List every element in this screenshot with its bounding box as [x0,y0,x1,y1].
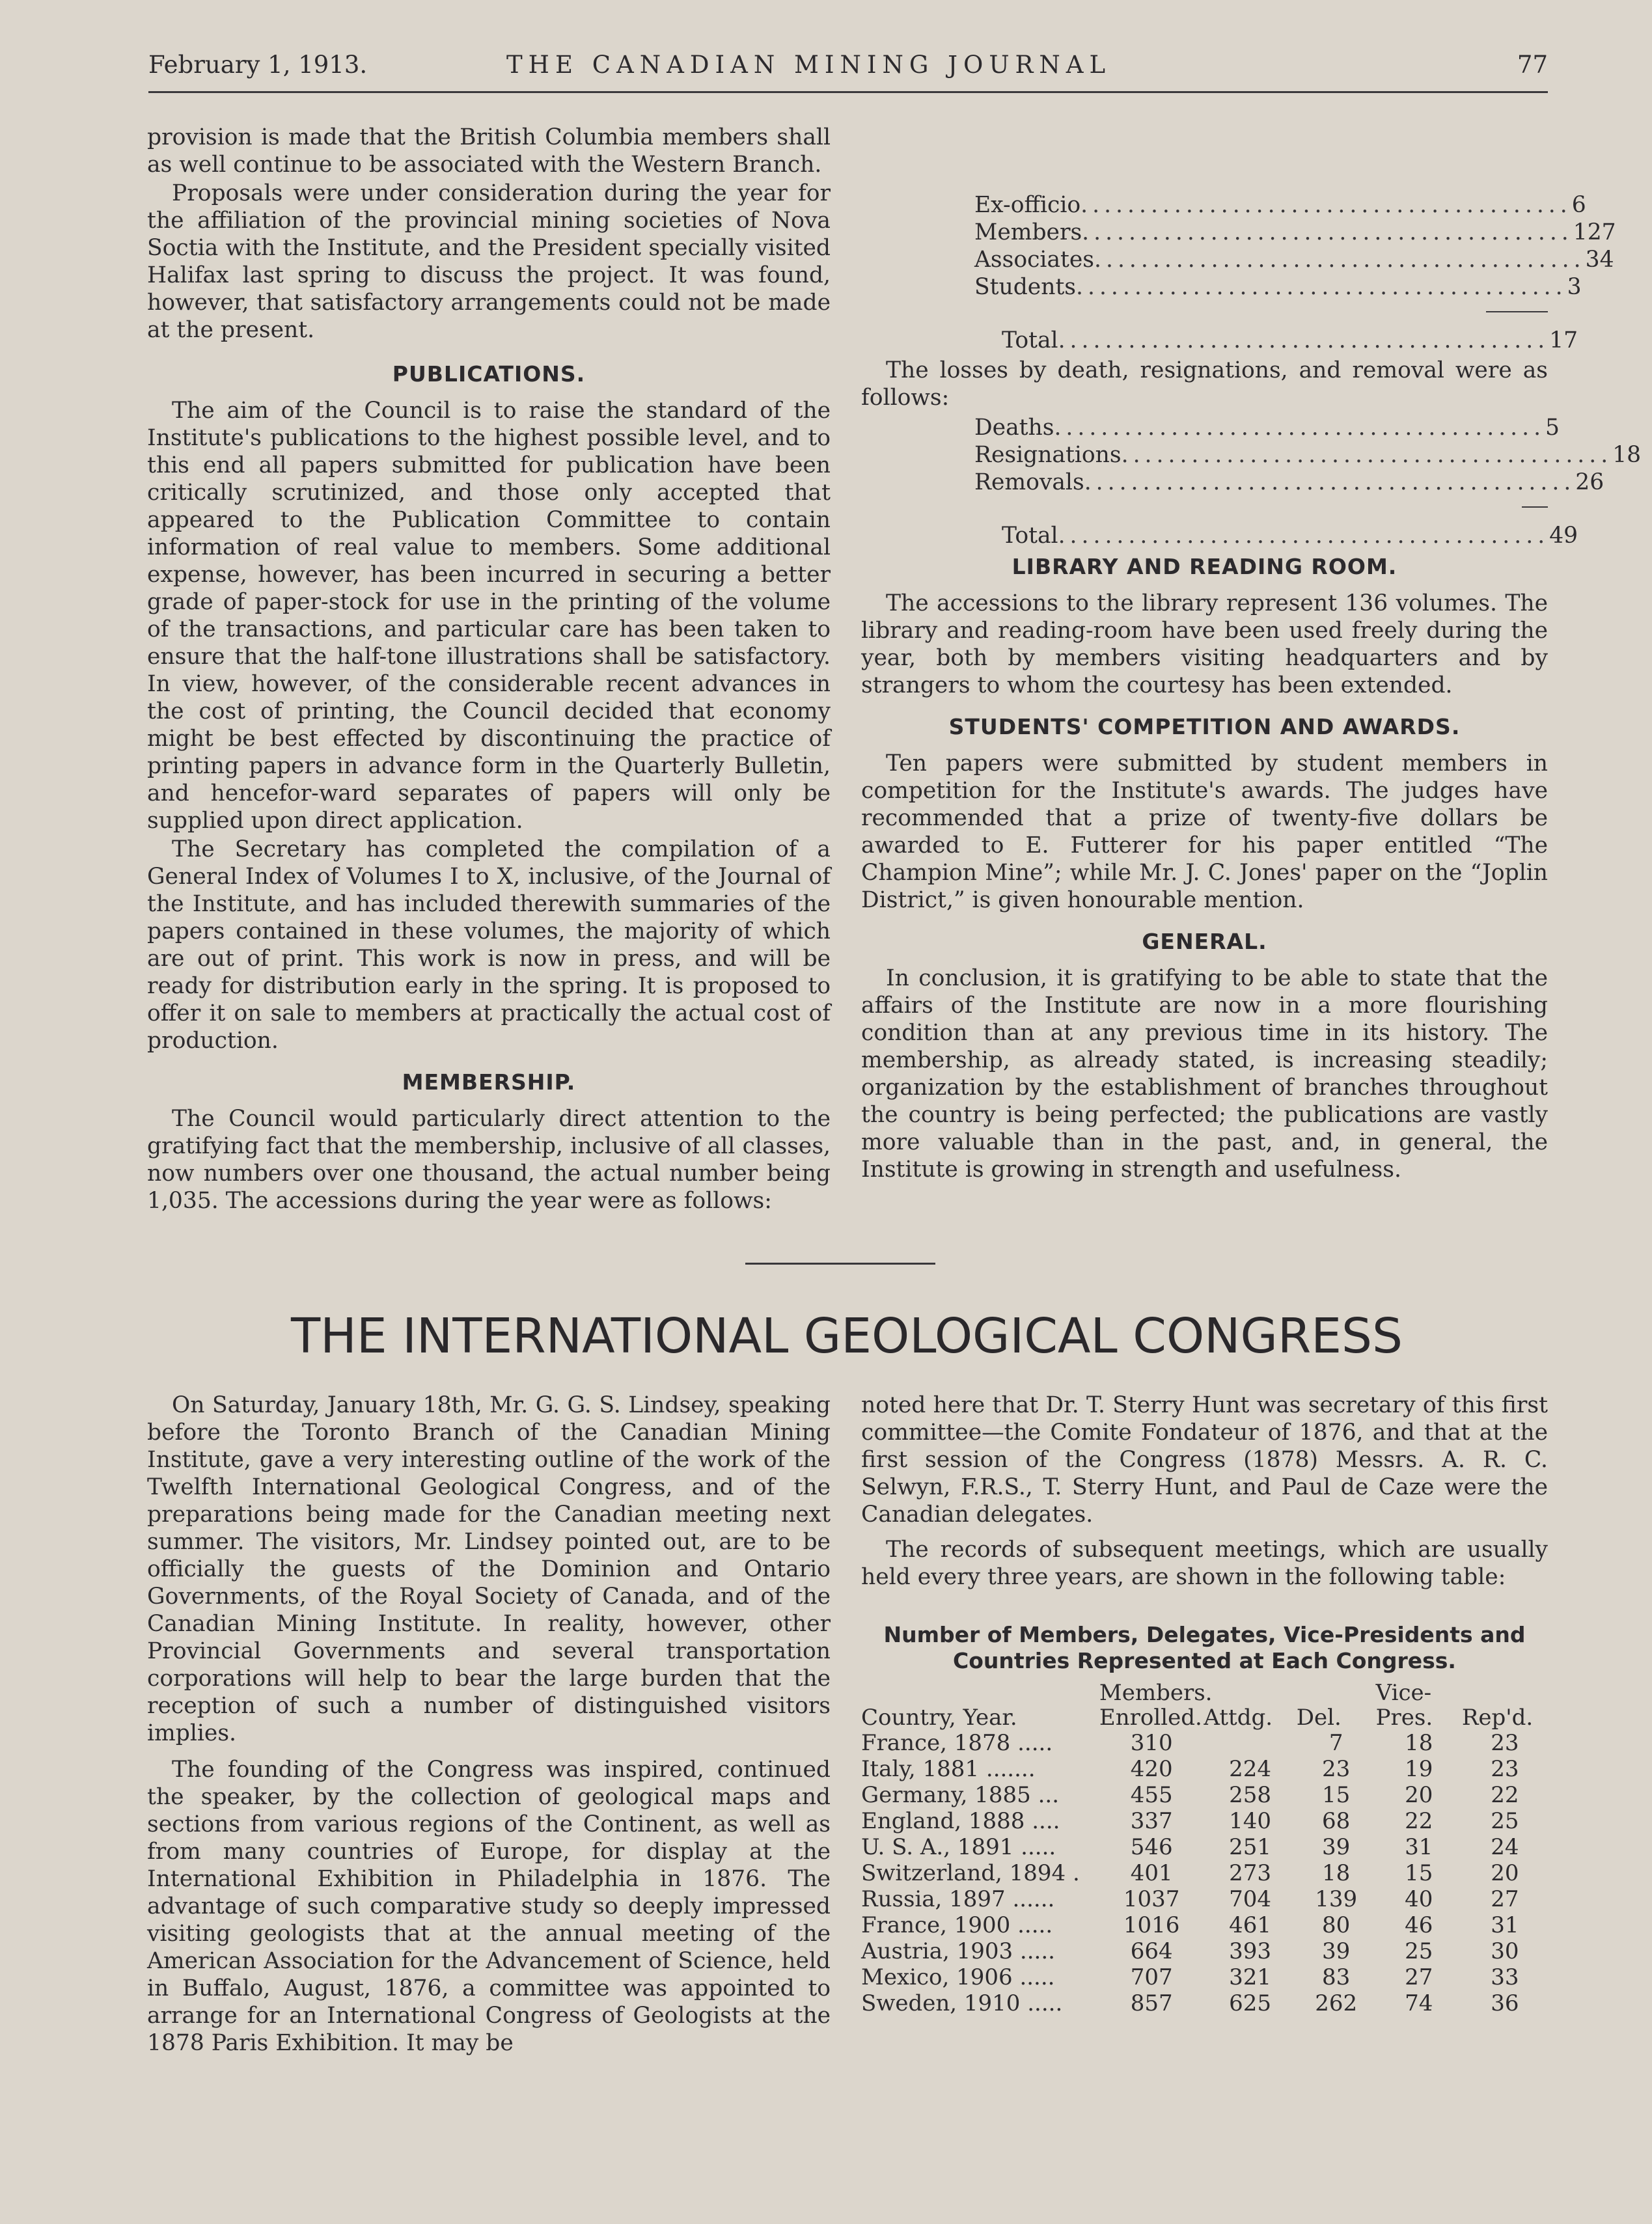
cell-country: Switzerland, 1894 . [861,1860,1080,1886]
stat-value: 6 [1571,192,1586,218]
cell-enrolled: 707 [1130,1964,1173,1990]
general-paragraph: In conclusion, it is gratifying to be able to state that the affairs of the Institute are now in a more flourishing condition than at any previous time in its history. The membership, as already stated, is increasing steadily; organization by the establishment of branches throughout the country is being perfected; the publications are vastly more valuable than in the past, and, in general, the Institute is growing in strength and usefulness. [861,965,1548,1183]
sum-rule [1486,311,1548,312]
cell-repd: 33 [1491,1964,1519,1990]
section-heading-general: GENERAL. [1142,929,1267,954]
cell-country: France, 1878 ..... [861,1730,1053,1756]
article-headline: THE INTERNATIONAL GEOLOGICAL CONGRESS [290,1308,1403,1364]
congress-table [861,1681,1548,2016]
stat-label: Resignations [974,442,1122,468]
stat-value: 49 [1549,523,1578,549]
article-column-left [147,1392,831,2057]
cell-country: Italy, 1881 ....... [861,1756,1036,1782]
table-title [861,1622,1548,1674]
col-header-repd: Rep'd. [1461,1705,1534,1731]
cell-pres: 20 [1405,1782,1433,1808]
cell-del: 39 [1322,1834,1351,1860]
cell-repd: 24 [1491,1834,1519,1860]
publications-paragraph: The aim of the Council is to raise the standard of the Institute's publications to the highest possible level, and to this end all papers submitted for publication have been critically scrutinized, and those only accepted that appeared to the Publication Committee to contain information of real value to members. Some additional expense, however, has been incurred in securing a better grade of paper-stock for use in the printing of the volume of the transactions, and particular care has been taken to ensure that the half-tone illustrations shall be satisfactory. In view, however, of the considerable recent advances in the cost of printing, the Council decided that economy might be best effected by discontinuing the practice of printing papers in advance form in the Quarterly Bulletin, and hencefor-ward separates of papers will only be supplied upon direct application. [147,398,831,834]
table-row [861,1886,1548,1912]
table-header [861,1705,1548,1730]
cell-country: Mexico, 1906 ..... [861,1964,1055,1990]
leader-dots: .......................................... [1054,415,1546,441]
cell-del: 68 [1322,1808,1351,1834]
table-row [861,1834,1548,1860]
cell-pres: 18 [1405,1730,1433,1756]
section-heading-membership: MEMBERSHIP. [402,1069,576,1095]
col-header-del: Del. [1296,1705,1342,1731]
stat-label: Deaths [974,415,1054,441]
leader-dots: .......................................... [1076,274,1567,300]
cell-attdg: 321 [1229,1964,1271,1990]
cell-enrolled: 1037 [1123,1886,1180,1912]
stat-row [861,469,1604,496]
article-paragraph: On Saturday, January 18th, Mr. G. G. S. Lindsey, speaking before the Toronto Branch of the Canadian Mining Institute, gave a very interesting outline of the work of the Twelfth International Geological Congress, and of the preparations being made for the Canadian meeting next summer. The visitors, Mr. Lindsey pointed out, are to be officially the guests of the Dominion and Ontario Governments, of the Royal Society of Canada, and of the Canadian Mining Institute. In reality, however, other Provincial Governments and several transportation corporations will help to bear the large burden that the reception of such a number of distinguished visitors implies. [147,1392,831,1746]
section-heading-library: LIBRARY AND READING ROOM. [1012,554,1397,579]
cell-enrolled: 455 [1130,1782,1173,1808]
stat-value: 18 [1612,442,1642,468]
leader-dots: .......................................... [1094,247,1586,273]
cell-del: 262 [1315,1990,1358,2016]
cell-repd: 36 [1491,1990,1519,2016]
table-row [861,1756,1548,1782]
leader-dots: .......................................... [1121,442,1613,468]
sum-rule [1522,506,1548,508]
cell-del: 7 [1328,1730,1343,1756]
cell-country: Sweden, 1910 ..... [861,1990,1063,2016]
leader-dots: .......................................... [1082,219,1573,245]
cell-country: Germany, 1885 ... [861,1782,1060,1808]
cell-enrolled: 546 [1130,1834,1173,1860]
stat-label: Total [1002,327,1058,353]
running-header [148,46,1548,93]
accessions-list [861,191,1616,354]
table-row [861,1860,1548,1886]
cell-repd: 27 [1491,1886,1519,1912]
table-body [861,1730,1548,2016]
cell-del: 139 [1315,1886,1358,1912]
cell-attdg: 140 [1229,1808,1271,1834]
leader-dots: .......................................... [1058,327,1550,353]
table-row [861,1808,1548,1834]
cell-pres: 40 [1405,1886,1433,1912]
cell-attdg: 393 [1229,1938,1271,1964]
cell-enrolled: 337 [1130,1808,1173,1834]
cell-del: 39 [1322,1938,1351,1964]
cell-enrolled: 1016 [1123,1912,1180,1938]
table-row [861,1912,1548,1938]
stat-value: 5 [1545,415,1560,441]
stat-label: Members [974,219,1082,245]
cell-attdg [1204,1730,1296,1756]
cell-country: Austria, 1903 ..... [861,1938,1055,1964]
stat-row [861,219,1616,246]
cell-repd: 25 [1491,1808,1519,1834]
cell-attdg: 258 [1229,1782,1271,1808]
stat-row [861,414,1560,441]
cell-repd: 22 [1491,1782,1519,1808]
cell-pres: 15 [1405,1860,1433,1886]
journal-title: THE CANADIAN MINING JOURNAL [506,51,1112,79]
table-row [861,1938,1548,1964]
library-paragraph: The accessions to the library represent 136 volumes. The library and reading-room have been used freely during the year, both by members visiting headquarters and by strangers to whom the courtesy has been extended. [861,590,1548,698]
issue-date: February 1, 1913. [148,51,368,79]
cell-pres: 31 [1405,1834,1433,1860]
cell-attdg: 625 [1229,1990,1271,2016]
stat-row-total [861,327,1578,354]
stat-value: 17 [1549,327,1578,353]
cell-pres: 27 [1405,1964,1433,1990]
cell-del: 80 [1322,1912,1351,1938]
group-header-vice: Vice- [1375,1680,1432,1706]
cell-enrolled: 401 [1130,1860,1173,1886]
cell-pres: 25 [1405,1938,1433,1964]
cell-enrolled: 857 [1130,1990,1173,2016]
cell-del: 83 [1322,1964,1351,1990]
stat-row-total [861,522,1578,549]
col-header-pres: Pres. [1375,1705,1433,1731]
table-title-line: Number of Members, Delegates, Vice-Presidents and [883,1622,1526,1647]
leader-dots: .......................................... [1084,469,1576,495]
table-row [861,1990,1548,2016]
report-paragraph: provision is made that the British Columbia members shall as well continue to be associated with the Western Branch. [147,124,831,178]
cell-attdg: 251 [1229,1834,1271,1860]
stat-label: Removals [974,469,1084,495]
leader-dots: .......................................... [1081,192,1572,218]
publications-paragraph: The Secretary has completed the compilation of a General Index of Volumes I to X, inclusive, of the Journal of the Institute, and has included therewith summaries of the papers contained in these volumes, the majority of which are out of print. This work is now in press, and will be ready for distribution early in the spring. It is proposed to offer it on sale to members at practically the actual cost of production. [147,836,831,1054]
cell-del: 23 [1322,1756,1351,1782]
col-header-country: Country, Year. [861,1705,1017,1731]
stat-value: 26 [1575,469,1604,495]
cell-repd: 23 [1491,1730,1519,1756]
cell-repd: 30 [1491,1938,1519,1964]
stat-value: 34 [1585,247,1614,273]
cell-country: England, 1888 .... [861,1808,1060,1834]
page-number: 77 [1517,51,1548,79]
cell-enrolled: 664 [1130,1938,1173,1964]
section-divider [745,1263,935,1265]
section-heading-students: STUDENTS' COMPETITION AND AWARDS. [948,714,1461,739]
stat-row [861,191,1586,219]
stat-row [861,441,1642,469]
cell-attdg: 461 [1229,1912,1271,1938]
report-paragraph: Proposals were under consideration during the year for the affiliation of the provincial mining societies of Nova Soctia with the Institute, and the President specially visited Halifax last spring to discuss the project. It was found, however, that satisfactory arrangements could not be made at the present. [147,180,831,343]
cell-repd: 20 [1491,1860,1519,1886]
cell-country: Russia, 1897 ...... [861,1886,1055,1912]
cell-enrolled: 310 [1130,1730,1173,1756]
stat-label: Total [1002,523,1058,549]
article-column-right [861,1392,1548,2016]
article-paragraph: The records of subsequent meetings, which are usually held every three years, are shown in the following table: [861,1537,1548,1590]
cell-attdg: 224 [1229,1756,1271,1782]
table-row [861,1730,1548,1756]
table-group-header [861,1681,1548,1705]
cell-country: U. S. A., 1891 ..... [861,1834,1056,1860]
cell-repd: 31 [1491,1912,1519,1938]
cell-del: 18 [1322,1860,1351,1886]
article-paragraph: noted here that Dr. T. Sterry Hunt was secretary of this first committee—the Comite Fondateur of 1876, and that at the first session of the Congress (1878) Messrs. A. R. C. Selwyn, F.R.S., T. Sterry Hunt, and Paul de Caze were the Canadian delegates. [861,1392,1548,1528]
leader-dots: .......................................... [1058,523,1550,549]
section-heading-publications: PUBLICATIONS. [392,361,586,387]
cell-repd: 23 [1491,1756,1519,1782]
cell-pres: 22 [1405,1808,1433,1834]
stat-value: 3 [1567,274,1582,300]
cell-pres: 46 [1405,1912,1433,1938]
stat-label: Ex-officio [974,192,1081,218]
stat-row [861,273,1582,301]
membership-paragraph: The Council would particularly direct attention to the gratifying fact that the membership, inclusive of all classes, now numbers over one thousand, the actual number being 1,035. The accessions during the year were as follows: [147,1106,831,1214]
col-header-attdg: Attdg. [1204,1705,1273,1731]
stat-value: 127 [1573,219,1616,245]
stat-label: Associates [974,247,1095,273]
cell-pres: 74 [1405,1990,1433,2016]
losses-list [861,414,1642,549]
cell-pres: 19 [1405,1756,1433,1782]
group-header-members: Members. [1099,1680,1213,1706]
table-row [861,1782,1548,1808]
article-paragraph: The founding of the Congress was inspired, continued the speaker, by the collection of geological maps and sections from various regions of the Continent, as well as from many countries of Europe, for display at the International Exhibition in Philadelphia in 1876. The advantage of such comparative study so deeply impressed visiting geologists that at the annual meeting of the American Association for the Advancement of Science, held in Buffalo, August, 1876, a committee was appointed to arrange for an International Congress of Geologists at the 1878 Paris Exhibition. It may be [147,1757,831,2056]
cell-enrolled: 420 [1130,1756,1173,1782]
col-header-enrolled: Enrolled. [1099,1705,1202,1731]
report-column-left [147,124,831,1215]
cell-attdg: 704 [1229,1886,1271,1912]
stat-label: Students [974,274,1077,300]
report-column-right [861,124,1642,1183]
cell-attdg: 273 [1229,1860,1271,1886]
cell-del: 15 [1322,1782,1351,1808]
table-title-line: Countries Represented at Each Congress. [953,1648,1456,1673]
stat-row [861,246,1614,273]
cell-country: France, 1900 ..... [861,1912,1053,1938]
students-paragraph: Ten papers were submitted by student members in competition for the Institute's awards. The judges have recommended that a prize of twenty-five dollars be awarded to E. Futterer for his paper entitled “The Champion Mine”; while Mr. J. C. Jones' paper on the “Joplin District,” is given honourable mention. [861,750,1548,913]
table-row [861,1964,1548,1990]
losses-intro: The losses by death, resignations, and removal were as follows: [861,357,1548,411]
